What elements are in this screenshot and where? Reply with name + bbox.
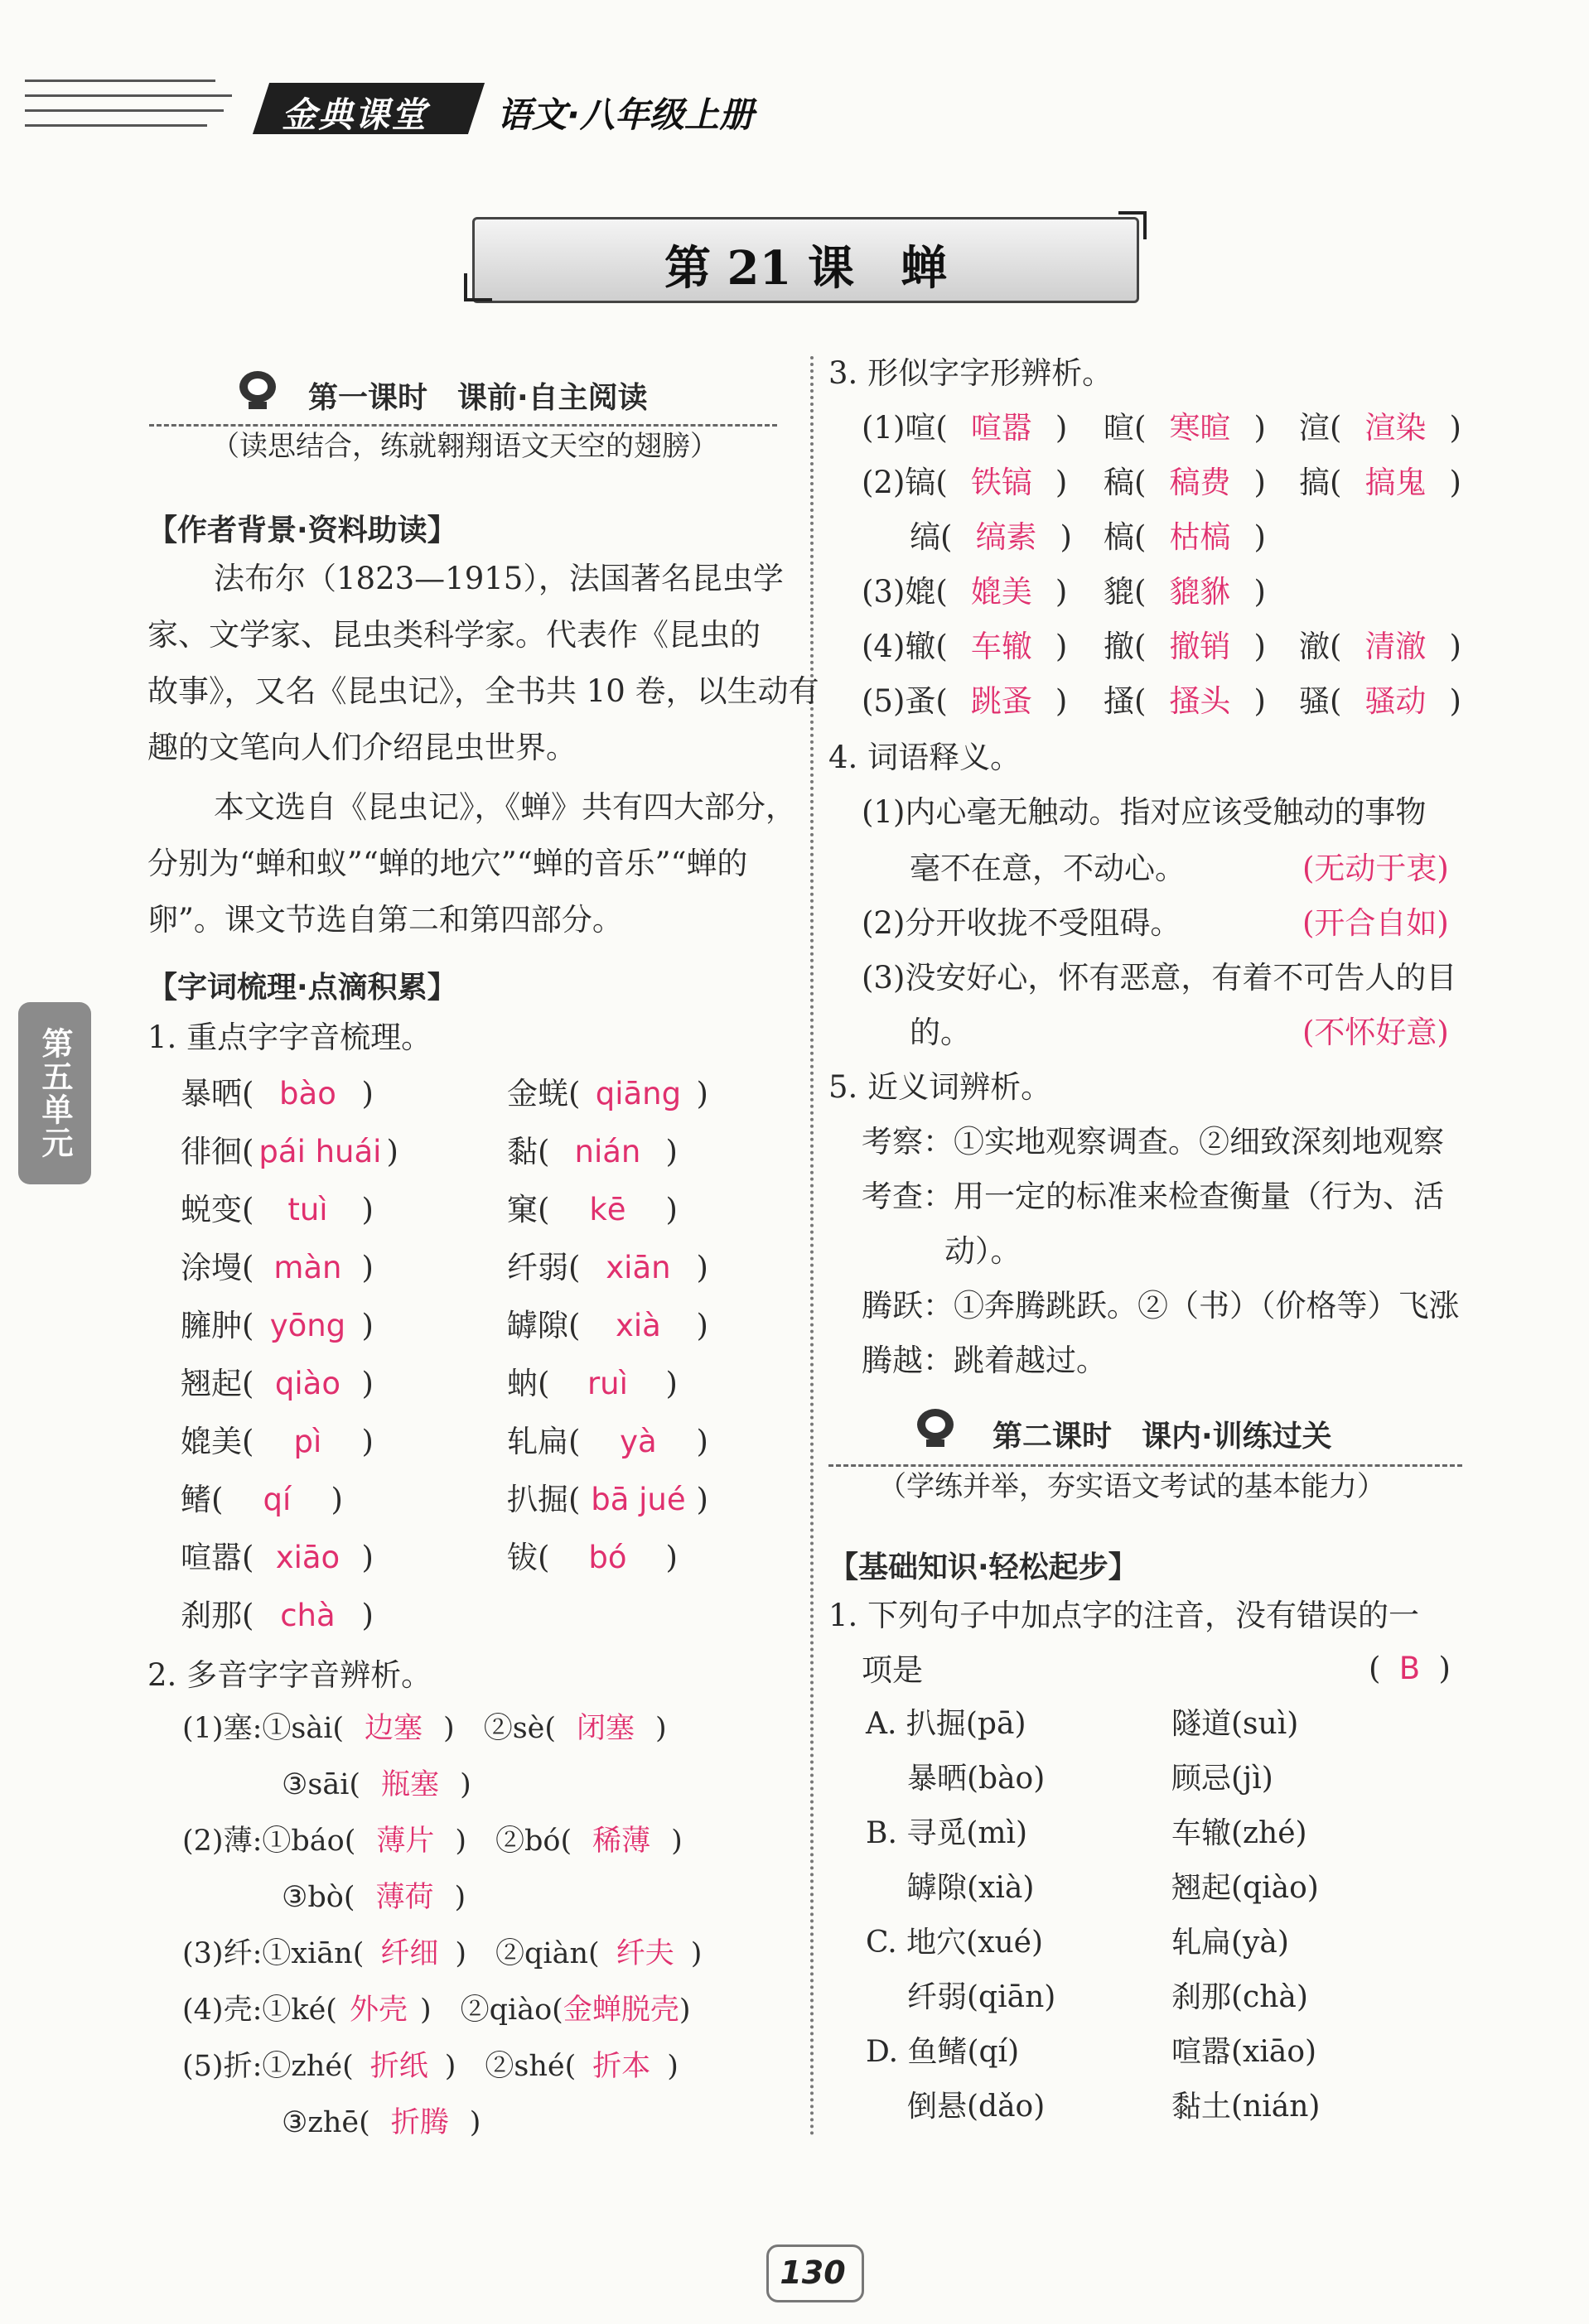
poly-row: ③sāi( 瓶塞 ) xyxy=(282,1768,471,1801)
shape-row: 骚( 骚动 ) xyxy=(1299,683,1461,719)
poly-row: (3)纤:①xiān( 纤细 ) ②qiàn( 纤夫 ) xyxy=(182,1937,703,1970)
author-line: 分别为“蝉和蚁”“蝉的地穴”“蝉的音乐”“蝉的 xyxy=(147,846,748,881)
mc-option-d: D. 鱼鳍(qí) xyxy=(866,2035,1020,2069)
mc-answer-box: ( B ) xyxy=(1369,1651,1451,1686)
question-5: 5. 近义词辨析。 xyxy=(828,1069,1052,1105)
definition-answer: (不怀好意) xyxy=(1302,1015,1449,1050)
author-line: 故事》，又名《昆虫记》，全书共 10 卷，以生动有 xyxy=(147,673,819,709)
poly-row: ③bò( 薄荷 ) xyxy=(282,1881,466,1914)
pinyin-item: 媲美( pì ) xyxy=(181,1424,374,1459)
synonym-line: 腾跃：①奔腾跳跃。②（书）（价格等）飞涨 xyxy=(862,1288,1460,1324)
session1-subtitle: （读思结合，练就翱翔语文天空的翅膀） xyxy=(211,430,718,463)
question-3: 3. 形似字字形辨析。 xyxy=(828,355,1113,391)
page-number: 130 xyxy=(780,2254,846,2291)
pinyin-item: 臃肿( yōng ) xyxy=(181,1308,374,1343)
pinyin-item: 罅隙( xià ) xyxy=(507,1308,708,1343)
pinyin-item: 黏( nián ) xyxy=(507,1134,678,1169)
shape-row: 搔( 搔头 ) xyxy=(1104,683,1266,719)
pinyin-item: 轧扁( yà ) xyxy=(507,1424,708,1459)
question-2: 2. 多音字字音辨析。 xyxy=(147,1657,432,1693)
book-subject: 语文·八年级上册 xyxy=(497,94,754,135)
definition-line: (3)没安好心，怀有恶意，有着不可告人的目 xyxy=(862,960,1457,996)
definition-line: 的。 xyxy=(910,1015,971,1050)
shape-row: 渲( 渲染 ) xyxy=(1299,410,1461,446)
shape-row: (2)镐( 铁镐 ) xyxy=(862,465,1068,500)
mc-option-c-word: 刹那(chà) xyxy=(1171,1980,1308,2014)
pinyin-item: 涂墁( màn ) xyxy=(181,1250,374,1285)
shape-row: 稿( 稿费 ) xyxy=(1104,465,1266,500)
shape-row: 撤( 撤销 ) xyxy=(1104,629,1266,664)
mc-question: 项是 xyxy=(862,1652,923,1688)
synonym-line: 考察：①实地观察调查。②细致深刻地观察 xyxy=(862,1124,1444,1160)
synonym-line: 考查：用一定的标准来检查衡量（行为、活 xyxy=(862,1179,1444,1214)
shape-row: 暄( 寒暄 ) xyxy=(1104,410,1266,446)
poly-row: (2)薄:①báo( 薄片 ) ②bó( 稀薄 ) xyxy=(182,1825,683,1858)
definition-answer: (开合自如) xyxy=(1302,905,1449,941)
shape-row: 缟( 缟素 ) xyxy=(910,519,1072,555)
mc-option-a-word: 暴晒(bào) xyxy=(907,1762,1046,1796)
pinyin-item: 钹( bó ) xyxy=(507,1540,678,1575)
pinyin-item: 刹那( chà ) xyxy=(181,1598,374,1633)
basic-heading: 【基础知识·轻松起步】 xyxy=(828,1550,1138,1584)
shape-row: (3)媲( 媲美 ) xyxy=(862,574,1068,610)
mc-option-b: B. 寻觅(mì) xyxy=(866,1816,1028,1850)
pinyin-item: 鳍( qí ) xyxy=(181,1482,343,1517)
shape-row: 槁( 枯槁 ) xyxy=(1104,519,1266,555)
pinyin-item: 暴晒( bào ) xyxy=(181,1076,374,1111)
unit-side-tab: 第五单元 xyxy=(18,1002,91,1184)
shape-row: (5)蚤( 跳蚤 ) xyxy=(862,683,1068,719)
shape-row: 搞( 搞鬼 ) xyxy=(1299,465,1461,500)
synonym-line: 腾越：跳着越过。 xyxy=(862,1343,1107,1378)
author-line: 卵”。课文节选自第二和第四部分。 xyxy=(147,902,623,938)
question-1: 1. 重点字字音梳理。 xyxy=(147,1020,432,1055)
pinyin-item: 纤弱( xiān ) xyxy=(507,1250,708,1285)
pinyin-item: 蜕变( tuì ) xyxy=(181,1192,374,1227)
session2-subtitle: （学练并举，夯实语文考试的基本能力） xyxy=(878,1470,1385,1503)
poly-row: (1)塞:①sài( 边塞 ) ②sè( 闭塞 ) xyxy=(182,1712,667,1745)
lesson-title: 第 21 课 蝉 xyxy=(664,241,947,296)
definition-line: (2)分开收拢不受阻碍。 xyxy=(862,905,1181,941)
shape-row: (1)喧( 喧嚣 ) xyxy=(862,410,1068,446)
mc-option-b-word: 罅隙(xià) xyxy=(907,1871,1035,1905)
mc-option-a: A. 扒掘(pā) xyxy=(866,1707,1026,1741)
mc-option-b-word: 车辙(zhé) xyxy=(1171,1816,1307,1850)
author-heading: 【作者背景·资料助读】 xyxy=(147,513,457,547)
synonym-line: 动）。 xyxy=(944,1233,1022,1269)
author-line: 趣的文笔向人们介绍昆虫世界。 xyxy=(147,730,577,765)
author-line: 本文选自《昆虫记》，《蝉》共有四大部分， xyxy=(214,789,796,825)
mc-option-c-word: 纤弱(qiān) xyxy=(907,1980,1056,2014)
dashed-rule xyxy=(828,1464,1462,1467)
session2-title: 第二课时 课内·训练过关 xyxy=(993,1420,1332,1454)
shape-row: 貔( 貔貅 ) xyxy=(1104,574,1266,610)
definition-line: (1)内心毫无触动。指对应该受触动的事物 xyxy=(862,794,1427,830)
trophy-icon xyxy=(234,369,282,412)
shape-row: 澈( 清澈 ) xyxy=(1299,629,1461,664)
brand-name: 金典课堂 xyxy=(282,94,428,135)
vocab-heading: 【字词梳理·点滴积累】 xyxy=(147,971,457,1005)
trophy-icon xyxy=(911,1406,959,1449)
author-line: 法布尔（1823—1915），法国著名昆虫学 xyxy=(214,561,784,596)
pinyin-item: 扒掘( bā jué ) xyxy=(507,1482,708,1517)
session1-title: 第一课时 课前·自主阅读 xyxy=(308,381,648,415)
mc-question: 1. 下列句子中加点字的注音，没有错误的一 xyxy=(828,1598,1420,1633)
pinyin-item: 徘徊( pái huái ) xyxy=(181,1134,398,1169)
definition-answer: (无动于衷) xyxy=(1302,851,1449,886)
definition-line: 毫不在意，不动心。 xyxy=(910,851,1186,886)
dashed-rule xyxy=(149,424,777,427)
column-divider xyxy=(810,356,814,2137)
mc-option-d-word: 倒悬(dǎo) xyxy=(907,2090,1046,2124)
mc-option-a-word: 顾忌(jì) xyxy=(1171,1762,1273,1796)
pinyin-item: 金蜣( qiāng ) xyxy=(507,1076,708,1111)
poly-row: (5)折:①zhé( 折纸 ) ②shé( 折本 ) xyxy=(182,2050,679,2083)
mc-option-a-word: 隧道(suì) xyxy=(1171,1707,1299,1741)
mc-option-d-word: 黏土(nián) xyxy=(1171,2090,1321,2124)
question-4: 4. 词语释义。 xyxy=(828,740,1022,775)
pinyin-item: 翘起( qiào ) xyxy=(181,1366,374,1401)
mc-option-c: C. 地穴(xué) xyxy=(866,1926,1044,1960)
pinyin-item: 窠( kē ) xyxy=(507,1192,678,1227)
author-line: 家、文学家、昆虫类科学家。代表作《昆虫的 xyxy=(147,617,761,653)
mc-option-b-word: 翘起(qiào) xyxy=(1171,1871,1319,1905)
pinyin-item: 蚋( ruì ) xyxy=(507,1366,678,1401)
mc-option-d-word: 喧嚣(xiāo) xyxy=(1171,2035,1317,2069)
shape-row: (4)辙( 车辙 ) xyxy=(862,629,1068,664)
mc-option-c-word: 轧扁(yà) xyxy=(1171,1926,1289,1960)
poly-row: (4)壳:①ké( 外壳 ) ②qiào(金蝉脱壳) xyxy=(182,1994,691,2027)
pinyin-item: 喧嚣( xiāo ) xyxy=(181,1540,374,1575)
poly-row: ③zhē( 折腾 ) xyxy=(282,2106,481,2139)
